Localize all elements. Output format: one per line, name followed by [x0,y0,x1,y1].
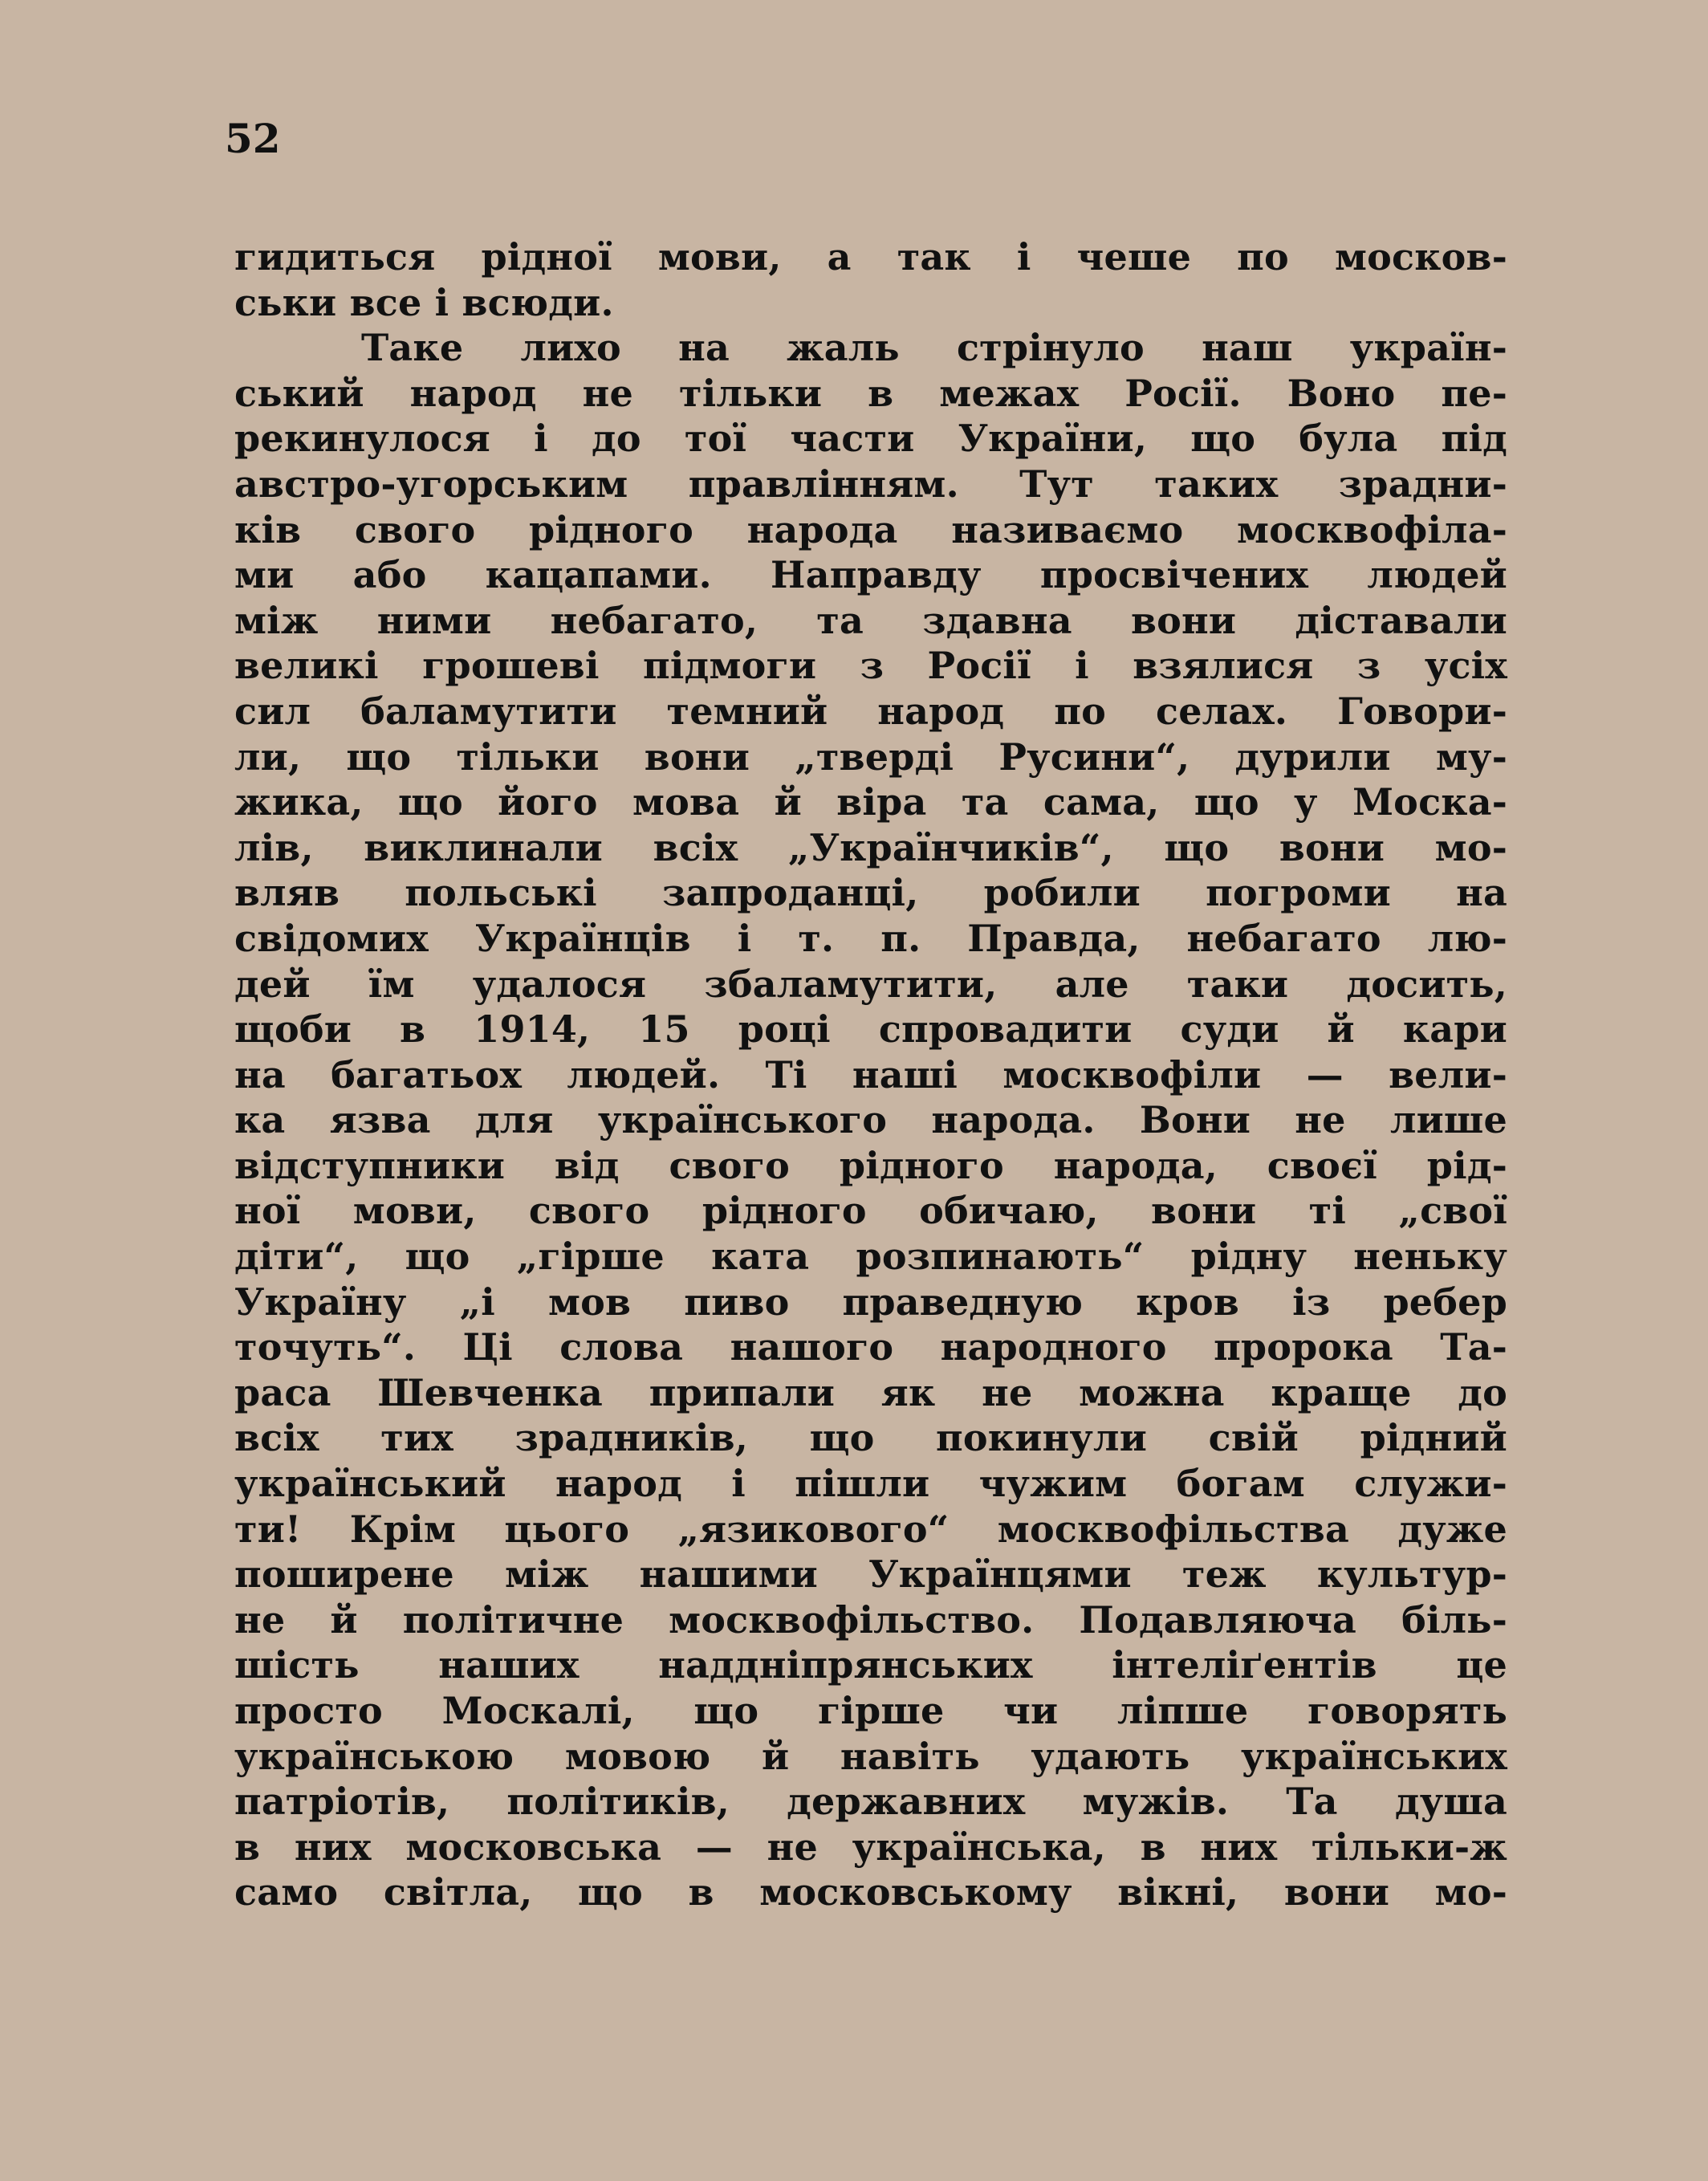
text-line: шість наших наддніпрянських інтеліґентів це [234,1643,1507,1687]
text-line: ми або кацапами. Направду просвічених людей [234,553,1507,597]
text-line: жика, що його мова й віра та сама, що у Моска- [234,780,1507,824]
text-line: між ними небагато, та здавна вони діставали [234,598,1507,642]
text-line: українською мовою й навіть удають українських [234,1734,1507,1778]
text-line: лів, виклинали всіх „Українчиків“, що вони мо- [234,825,1507,869]
text-line: не й політичне москвофільство. Подавляюча біль- [234,1597,1507,1642]
text-line: рекинулося і до тої части України, що була під [234,417,1507,461]
text-line: в них московська — не українська, в них тільки-ж [234,1825,1507,1869]
text-line: український народ і пішли чужим богам служи- [234,1462,1507,1506]
text-line: великі грошеві підмоги з Росії і взялися з усіх [234,644,1507,688]
text-line: точуть“. Ці слова нашого народного пророка Та- [234,1325,1507,1369]
text-line: ськи все і всюди. [234,280,614,324]
body-text [234,234,1507,1915]
text-line: поширене між нашими Українцями теж культур- [234,1552,1507,1597]
text-line: сил баламутити темний народ по селах. Говори- [234,689,1507,733]
text-line: ків свого рідного народа називаємо москвофіла- [234,507,1507,551]
text-line: ної мови, свого рідного обичаю, вони ті „свої [234,1189,1507,1233]
text-line: дей їм удалося збаламутити, але таки досить, [234,962,1507,1006]
text-line: патріотів, політиків, державних мужів. Та душа [234,1780,1507,1824]
text-line: раса Шевченка припали як не можна краще до [234,1370,1507,1414]
text-line: діти“, що „гірше ката розпинають“ рідну неньку [234,1235,1507,1279]
text-line: вляв польські запроданці, робили погроми на [234,871,1507,915]
text-line: гидиться рідної мови, а так і чеше по москов- [234,235,1507,279]
text-line: просто Москалі, що гірше чи ліпше говорять [234,1689,1507,1732]
text-line: ський народ не тільки в межах Росії. Воно пе- [234,371,1507,415]
page-number: 52 [225,115,281,162]
text-line: Україну „і мов пиво праведную кров із ребер [234,1280,1507,1324]
text-line: само світла, що в московському вікні, вони мо- [234,1870,1507,1914]
text-line: австро-угорським правлінням. Тут таких зрадни- [234,462,1507,506]
text-line: відступники від свого рідного народа, своєї рід- [234,1143,1507,1187]
text-line: ка язва для українського народа. Вони не лише [234,1098,1507,1142]
text-line: свідомих Українців і т. п. Правда, небагато лю- [234,916,1507,960]
text-line: ти! Крім цього „язикового“ москвофільства дуже [234,1507,1507,1551]
text-line: всіх тих зрадників, що покинули свій рідний [234,1416,1507,1460]
text-line: Таке лихо на жаль стрінуло наш україн- [361,326,1507,370]
text-line: щоби в 1914, 15 році спровадити суди й кари [234,1007,1507,1052]
text-line: ли, що тільки вони „тверді Русини“, дурили му- [234,734,1507,779]
text-line: на багатьох людей. Ті наші москвофіли — вели- [234,1052,1507,1097]
